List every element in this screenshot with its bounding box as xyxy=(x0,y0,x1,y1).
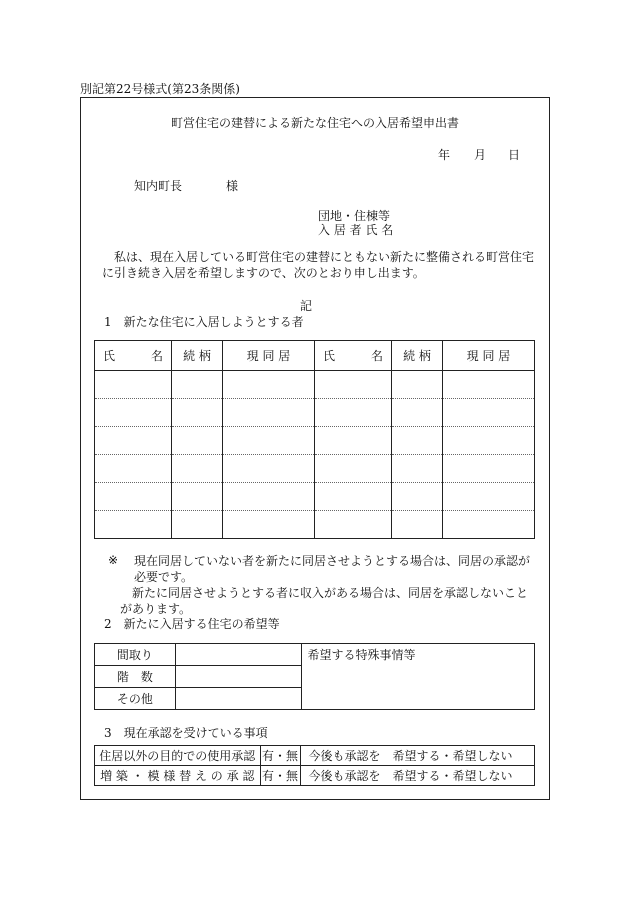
cohabiting-cell[interactable] xyxy=(223,511,315,539)
document-title: 町営住宅の建替による新たな住宅への入居希望申出書 xyxy=(170,116,459,130)
special-circumstances-label: 希望する特殊事情等 xyxy=(307,648,416,662)
header-relation: 続 柄 xyxy=(172,341,223,371)
relation-cell[interactable] xyxy=(172,427,223,455)
cohabiting-cell[interactable] xyxy=(223,399,315,427)
table-row xyxy=(95,511,535,539)
relation-cell[interactable] xyxy=(392,511,443,539)
header-mei: 名 xyxy=(150,349,163,363)
addressee-honorific: 様 xyxy=(226,179,239,193)
date-year: 年 xyxy=(438,148,451,162)
ki-mark: 記 xyxy=(299,299,312,313)
name-cell[interactable] xyxy=(315,427,392,455)
relation-cell[interactable] xyxy=(172,371,223,399)
header-cohabiting-2: 現 同 居 xyxy=(443,341,535,371)
table-row xyxy=(95,427,535,455)
request-statement: 私は、現在入居している町営住宅の建替にともない新たに整備される町営住宅に引き続き入居を希望しますので、次のとおり申し出ます。 xyxy=(102,250,535,280)
layout-field[interactable] xyxy=(175,644,301,666)
note-2: 新たに同居させようとする者に収入がある場合は、同居を承認しないことがあります。 xyxy=(120,586,529,616)
cohabiting-cell[interactable] xyxy=(443,371,535,399)
approval-item-label: 住居以外の目的での使用承認 xyxy=(95,746,261,766)
approval-continue-choice[interactable]: 今後も承認を 希望する・希望しない xyxy=(300,766,534,786)
name-cell[interactable] xyxy=(315,483,392,511)
name-cell[interactable] xyxy=(95,511,172,539)
relation-cell[interactable] xyxy=(172,399,223,427)
name-cell[interactable] xyxy=(95,455,172,483)
table-row xyxy=(95,483,535,511)
name-cell[interactable] xyxy=(95,399,172,427)
residents-table xyxy=(94,340,535,539)
relation-cell[interactable] xyxy=(392,371,443,399)
label-layout: 間取り xyxy=(95,644,176,666)
table-row xyxy=(95,371,535,399)
name-cell[interactable] xyxy=(95,483,172,511)
cohabiting-cell[interactable] xyxy=(223,483,315,511)
cohabiting-cell[interactable] xyxy=(223,455,315,483)
label-other: その他 xyxy=(95,688,176,710)
relation-cell[interactable] xyxy=(172,455,223,483)
floor-field[interactable] xyxy=(175,666,301,688)
cohabiting-cell[interactable] xyxy=(443,427,535,455)
addressee-name: 知内町長 xyxy=(134,179,183,193)
approval-continue-choice[interactable]: 今後も承認を 希望する・希望しない xyxy=(300,746,534,766)
relation-cell[interactable] xyxy=(392,455,443,483)
approval-status-choice[interactable]: 有・無 xyxy=(260,766,300,786)
name-cell[interactable] xyxy=(95,371,172,399)
name-cell[interactable] xyxy=(95,427,172,455)
header-shi: 氏 xyxy=(103,349,116,363)
other-field[interactable] xyxy=(175,688,301,710)
header-cohabiting: 現 同 居 xyxy=(223,341,315,371)
header-relation-2: 続 柄 xyxy=(392,341,443,371)
date-day: 日 xyxy=(508,148,521,162)
approval-item-label: 増 築 ・ 模 様 替 え の 承 認 xyxy=(95,766,261,786)
cohabiting-cell[interactable] xyxy=(443,483,535,511)
name-cell[interactable] xyxy=(315,399,392,427)
date-month: 月 xyxy=(474,148,487,162)
relation-cell[interactable] xyxy=(172,483,223,511)
name-cell[interactable] xyxy=(315,371,392,399)
table-row xyxy=(95,399,535,427)
cohabiting-cell[interactable] xyxy=(223,427,315,455)
applicant-complex-label: 団地・住棟等 xyxy=(318,209,391,223)
section2-heading: 2 新たに入居する住宅の希望等 xyxy=(104,617,280,631)
section3-heading: 3 現在承認を受けている事項 xyxy=(104,726,268,740)
cohabiting-cell[interactable] xyxy=(443,455,535,483)
applicant-name-label: 入 居 者 氏 名 xyxy=(318,223,394,237)
header-mei-2: 名 xyxy=(370,349,383,363)
relation-cell[interactable] xyxy=(392,483,443,511)
special-circumstances-field[interactable] xyxy=(301,644,534,710)
relation-cell[interactable] xyxy=(392,399,443,427)
approvals-table xyxy=(94,745,535,786)
cohabiting-cell[interactable] xyxy=(443,399,535,427)
form-label: 別記第22号様式(第23条関係) xyxy=(80,82,240,96)
approval-status-choice[interactable]: 有・無 xyxy=(260,746,300,766)
section1-heading: 1 新たな住宅に入居しようとする者 xyxy=(104,315,304,329)
cohabiting-cell[interactable] xyxy=(443,511,535,539)
relation-cell[interactable] xyxy=(392,427,443,455)
note-mark: ※ xyxy=(108,553,119,567)
table-row xyxy=(95,455,535,483)
name-cell[interactable] xyxy=(315,455,392,483)
header-shi-2: 氏 xyxy=(323,349,336,363)
note-1: 現在同居していない者を新たに同居させようとする場合は、同居の承認が必要です。 xyxy=(134,554,531,584)
label-floor: 階 数 xyxy=(95,666,176,688)
housing-preference-table xyxy=(94,643,535,710)
name-cell[interactable] xyxy=(315,511,392,539)
cohabiting-cell[interactable] xyxy=(223,371,315,399)
relation-cell[interactable] xyxy=(172,511,223,539)
